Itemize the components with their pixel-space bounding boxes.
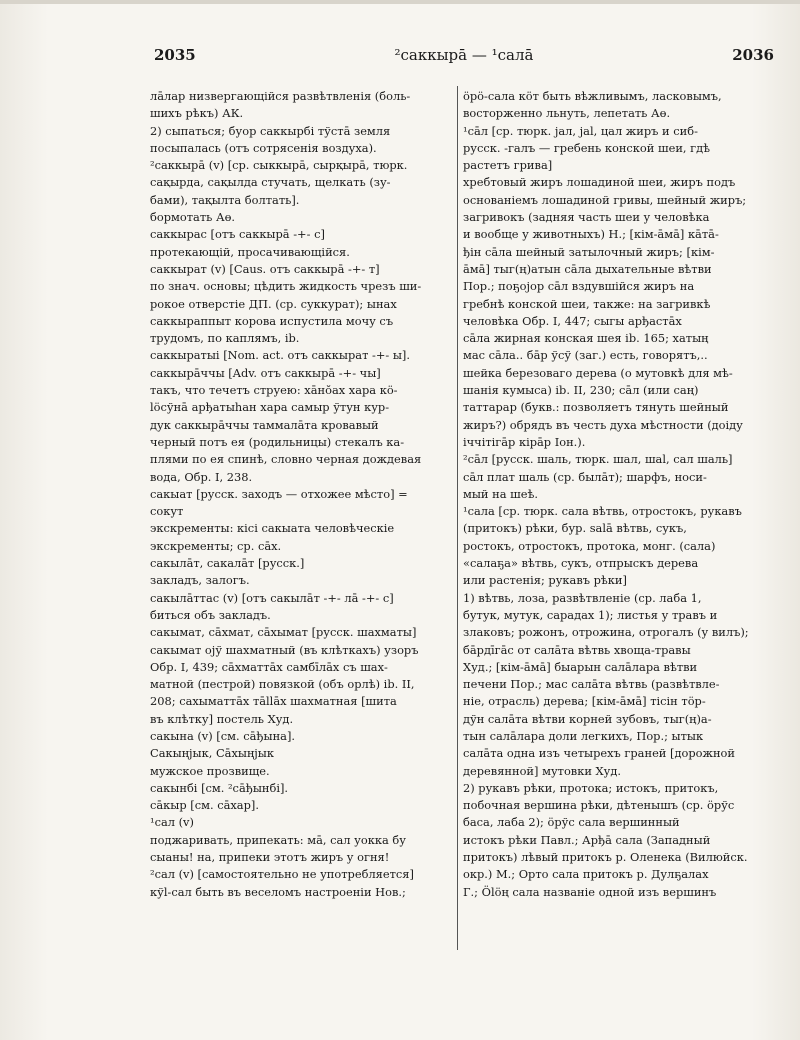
text-line: ніе, отрасль) дерева; [кім-āмā] тісін тöр- <box>463 694 706 709</box>
page-header <box>150 46 778 70</box>
text-line: закладъ, залогъ. <box>150 573 250 588</box>
text-line: сакына (v) [см. сāђына]. <box>150 728 296 743</box>
text-line: ²сāл [русск. шаль, тюрк. шал, шаl, сал шаль] <box>463 452 733 467</box>
text-line: Пор.; поҕојор сāл вздувшійся жиръ на <box>463 279 695 294</box>
text-line: притокъ) лѣвый притокъ р. Оленека (Вилюйск. <box>463 850 748 865</box>
text-line: черный потъ ея (родильницы) стекалъ ка- <box>150 434 405 449</box>
text-line: 208; сахыматтāх тāllāх шахматная [шита <box>150 694 397 709</box>
text-line: саккырат (v) [Caus. отъ саккырā -+- т] <box>150 261 380 276</box>
text-line: сāл плат шаль (ср. былāт); шарфъ, носи- <box>463 469 707 484</box>
text-line: деревянной] мутовки Худ. <box>463 763 621 778</box>
text-line: по знач. основы; цѣдить жидкость чрезъ ши- <box>150 279 422 294</box>
text-line: шанія кумыса) ib. II, 230; сāл (или саң) <box>463 383 699 398</box>
text-line: іччітігāр кірāр Іон.). <box>463 434 586 449</box>
text-line: или растенія; рукавъ рѣки] <box>463 573 627 588</box>
text-line: ¹сал (v) <box>150 815 194 830</box>
text-line: öрö-сала кöт быть вѣжливымъ, ласковымъ, <box>463 89 722 103</box>
text-line: сакымат оjў шахматный (въ клѣткахъ) узоръ <box>150 642 419 657</box>
text-line: и вообще у животныхъ) Н.; [кім-āмā] кāтā- <box>463 227 719 242</box>
left-column <box>150 88 452 1038</box>
text-line: сакылāт, сакалāт [русск.] <box>150 556 305 571</box>
text-line: löсўнā арђатыhан хара самыр ўтун кур- <box>150 400 390 415</box>
text-line: вода, Обр. I, 238. <box>150 469 253 484</box>
text-line: мас сāла.. бāр ўсў (заг.) есть, говорятъ,.. <box>463 348 708 363</box>
text-line: биться объ закладъ. <box>150 607 271 622</box>
text-line: сакыат [русск. заходъ — отхожее мѣсто] = <box>150 486 408 501</box>
text-line: баса, лаба 2); öрўс сала вершинный <box>463 815 680 830</box>
text-line: салāта одна изъ четырехъ граней [дорожной <box>463 746 736 761</box>
text-line: таттарар (букв.: позволяетъ тянуть шейный <box>463 400 729 415</box>
text-line: шихъ рѣкъ) АК. <box>150 106 244 121</box>
text-line: саккырāччы [Adv. отъ саккырā -+- чы] <box>150 365 381 380</box>
text-line: бутук, мутук, сарадах 1); листья у травъ и <box>463 607 718 622</box>
text-line: трудомъ, по каплямъ, ib. <box>150 331 300 346</box>
text-line: тын салāлара доли легкихъ, Пор.; ытык <box>463 728 704 743</box>
text-line: сакынбі [см. ²сāђынбі]. <box>150 780 289 795</box>
text-line: саккыратыі [Nom. act. отъ саккырат -+- ы]. <box>150 348 410 363</box>
text-line: восторженно льнуть, лепетать Аө. <box>463 106 671 121</box>
text-line: ђін сāла шейный затылочный жиръ; [кім- <box>463 244 715 259</box>
text-line: сокут <box>150 504 184 519</box>
text-line: матной (пестрой) повязкой (объ орлѣ) ib. II, <box>150 677 415 692</box>
text-line: такъ, что течетъ струею: хāнŏах хара кö- <box>150 383 398 398</box>
text-line: основаніемъ лошадиной гривы, шейный жиръ; <box>463 192 747 207</box>
text-line: мый на шеѣ. <box>463 486 538 501</box>
text-line: сāла жирная конская шея ib. 165; хатың <box>463 331 709 346</box>
text-line: истокъ рѣки Павл.; Арђā сала (Западный <box>463 832 711 847</box>
text-line: бами), тақылта болтать]. <box>150 192 300 207</box>
text-line: злаковъ; рожонъ, отрожина, отрогалъ (у вилъ); <box>463 625 749 640</box>
text-line: саккыраппыт корова испустила мочу съ <box>150 313 394 328</box>
text-line: ²сал (v) [самостоятельно не употребляется] <box>150 867 414 882</box>
text-line: «салаҕа» вѣтвь, сукъ, отпрыскъ дерева <box>463 556 699 571</box>
text-line: сакылāттас (v) [отъ сакылāт -+- лā -+- с] <box>150 590 394 605</box>
text-line: āмā] тыг(ң)атын сāла дыхательные вѣтви <box>463 261 712 276</box>
running-title: ²саккырā — ¹салā <box>394 46 534 64</box>
text-line: Сакыңјык, Сāхыңјык <box>150 746 274 761</box>
text-line: плями по ея спинѣ, словно черная дождевая <box>150 452 422 467</box>
text-line: бāрдīгāс от салāта вѣтвь хвоща-травы <box>463 642 691 657</box>
text-line: ¹сала [ср. тюрк. сала вѣтвь, отростокъ, рукавъ <box>463 504 742 519</box>
text-line: дўн салāта вѣтви корней зубовъ, тыг(ң)а- <box>463 711 712 726</box>
right-column <box>463 88 777 1038</box>
text-line: Худ.; [кім-āмā] быарын салāлара вѣтви <box>463 659 698 674</box>
text-line: въ клѣтку] постель Худ. <box>150 711 294 726</box>
text-line: ¹сāл [ср. тюрк. јал, јаl, цал жиръ и сиб- <box>463 123 698 138</box>
text-line: растетъ грива] <box>463 158 553 173</box>
text-line: рокое отверстіе ДП. (ср. суккурат); ынах <box>150 296 397 311</box>
text-line: сāкыр [см. сāхар]. <box>150 798 259 813</box>
text-line: ²саккырā (v) [ср. сыккырā, сырқырā, тюрк. <box>150 158 408 173</box>
text-line: лāлар низвергающійся развѣтвленія (боль- <box>150 89 411 103</box>
text-line: ростокъ, отростокъ, протока, монг. (сала) <box>463 538 716 553</box>
text-line: посыпалась (отъ сотрясенія воздуха). <box>150 140 377 155</box>
text-line: экскременты: кісі сакыата человѣческіе <box>150 521 395 536</box>
text-line: Г.; Ölöң сала названіе одной изъ вершинъ <box>463 884 717 899</box>
text-line: сақырда, сақылда стучать, щелкать (зу- <box>150 175 391 190</box>
text-line: экскременты; ср. сāх. <box>150 538 282 553</box>
text-line: мужское прозвище. <box>150 763 270 778</box>
text-line: сакымат, сāхмат, сāхымат [русск. шахматы] <box>150 625 417 640</box>
text-line: загривокъ (задняя часть шеи у человѣка <box>463 210 710 225</box>
text-line: бормотать Аө. <box>150 210 236 225</box>
page-top-edge <box>0 0 800 4</box>
text-line: гребнѣ конской шеи, также: на загривкѣ <box>463 296 711 311</box>
text-line: окр.) М.; Орто сала притокъ р. Дулҕалах <box>463 867 709 882</box>
text-line: (притокъ) рѣки, бур. salā вѣтвь, сукъ, <box>463 521 687 536</box>
text-line: русск. -галъ — гребень конской шеи, гдѣ <box>463 140 711 155</box>
text-line: кўl-сал быть въ веселомъ настроеніи Нов.; <box>150 884 406 899</box>
text-line: Обр. I, 439; сāхматтāх самбīлāх съ шах- <box>150 659 388 674</box>
text-line: сыаны! на, припеки этотъ жиръ у огня! <box>150 850 390 865</box>
text-line: хребтовый жиръ лошадиной шеи, жиръ подъ <box>463 175 736 190</box>
column-divider <box>457 86 458 950</box>
page-number-left: 2035 <box>154 46 196 64</box>
text-line: саккырас [отъ саккырā -+- с] <box>150 227 325 242</box>
text-line: дук саккырāччы таммалāта кровавый <box>150 417 379 432</box>
page-number-right: 2036 <box>732 46 774 64</box>
text-line: протекающій, просачивающійся. <box>150 244 350 259</box>
text-line: побочная вершина рѣки, дѣтенышъ (ср. öрўс <box>463 798 735 813</box>
text-line: поджаривать, припекать: мā, сал уокка бу <box>150 832 406 847</box>
text-line: 2) сыпаться; буор саккырбі тўстā земля <box>150 123 391 138</box>
text-line: 1) вѣтвь, лоза, развѣтвленіе (ср. лаба 1, <box>463 590 702 605</box>
text-line: печени Пор.; мас салāта вѣтвь (развѣтвле- <box>463 677 720 692</box>
text-line: 2) рукавъ рѣки, протока; истокъ, притокъ, <box>463 780 719 795</box>
text-line: шейка березоваго дерева (о мутовкѣ для мѣ- <box>463 365 733 380</box>
text-line: человѣка Обр. I, 447; сыгы арђастāх <box>463 313 682 328</box>
text-line: жиръ?) обрядъ въ честь духа мѣстности (доіду <box>463 417 743 432</box>
